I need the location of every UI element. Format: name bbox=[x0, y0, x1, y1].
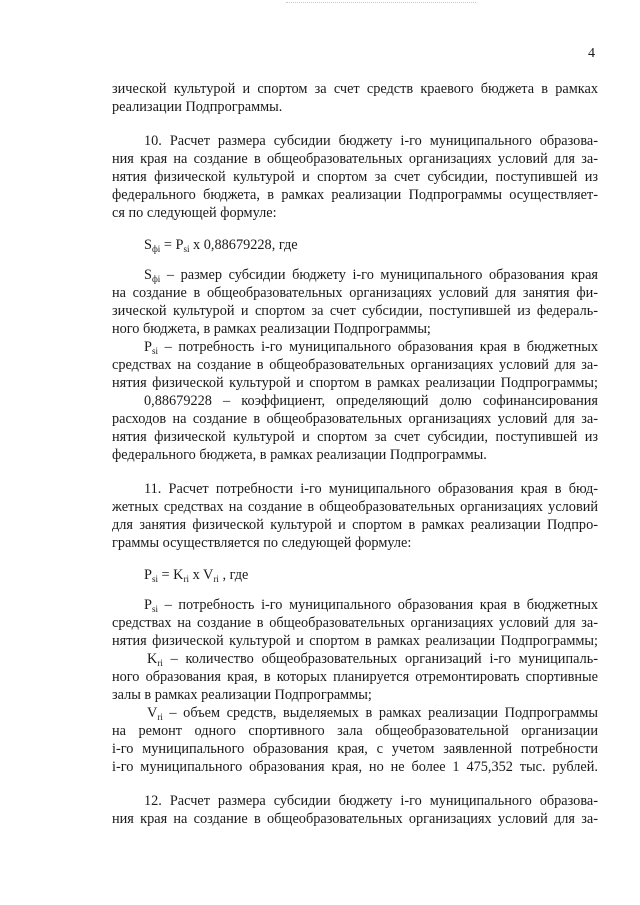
text-line: ния края на создание в общеобразовательных организациях условий для за- bbox=[112, 811, 598, 827]
text-line: ния края на создание в общеобразовательных организациях условий для за- bbox=[112, 151, 598, 167]
text-line: $P_{si}$ – потребность i-го муниципального образования края в бюджетных bbox=[144, 597, 598, 614]
text-line: нятия физической культурой и спортом за счет субсидии, поступившей из bbox=[112, 429, 598, 445]
text-line: жетных средствах на создание в общеобразовательных организациях условий bbox=[112, 499, 598, 515]
text-line: $V_{ri}$ – объем средств, выделяемых в рамках реализации Подпрограммы bbox=[147, 705, 598, 722]
text-line: граммы осуществляется по следующей формуле: bbox=[112, 535, 412, 551]
text-line: i-го муниципального образования края, но не более 1 475,352 тыс. рублей. bbox=[112, 759, 598, 775]
text-line: нятия физической культурой и спортом в рамках реализации Подпрограммы; bbox=[112, 633, 598, 649]
text-line: $P_{si}$ – потребность i-го муниципального образования края в бюджетных bbox=[144, 339, 598, 356]
text-line: федерального бюджета, в рамках реализации Подпрограммы осуществляет- bbox=[112, 187, 598, 203]
text-line: средствах на создание в общеобразовательных организациях условий для за- bbox=[112, 357, 598, 373]
scan-header-mark bbox=[286, 2, 476, 10]
text-line: на ремонт одного спортивного зала общеобразовательной организации bbox=[112, 723, 598, 739]
text-line: 12. Расчет размера субсидии бюджету i-го муниципального образова- bbox=[144, 793, 598, 809]
page-number: 4 bbox=[588, 46, 595, 61]
text-line: 0,88679228 – коэффициент, определяющий долю софинансирования bbox=[144, 393, 598, 409]
text-line: $S_{фi} = P_{si}$ x 0,88679228, где bbox=[144, 237, 298, 254]
text-line: средствах на создание в общеобразовательных организациях условий для за- bbox=[112, 615, 598, 631]
text-line: 10. Расчет размера субсидии бюджету i-го муниципального образова- bbox=[144, 133, 598, 149]
text-line: реализации Подпрограммы. bbox=[112, 99, 283, 115]
text-line: нятия физической культурой и спортом в рамках реализации Подпрограммы; bbox=[112, 375, 598, 391]
text-line: зической культурой и спортом за счет субсидии, поступившей из федераль- bbox=[112, 303, 598, 319]
text-line: на создание в общеобразовательных организациях условий для занятия фи- bbox=[112, 285, 598, 301]
text-line: ся по следующей формуле: bbox=[112, 205, 277, 221]
text-line: $K_{ri}$ – количество общеобразовательных организаций i-го муниципаль- bbox=[147, 651, 598, 668]
text-line: для занятия физической культурой и спортом в рамках реализации Подпро- bbox=[112, 517, 598, 533]
text-line: расходов на создание в общеобразовательных организациях условий для за- bbox=[112, 411, 598, 427]
text-line: залы в рамках реализации Подпрограммы; bbox=[112, 687, 372, 703]
text-line: $S_{фi}$ – размер субсидии бюджету i-го муниципального образования края bbox=[144, 267, 598, 284]
text-line: нятия физической культурой и спортом за счет субсидии, поступившей из bbox=[112, 169, 598, 185]
text-line: ного бюджета, в рамках реализации Подпрограммы; bbox=[112, 321, 431, 337]
text-line: i-го муниципального образования края, с учетом заявленной потребности bbox=[112, 741, 598, 757]
text-line: федерального бюджета, в рамках реализации Подпрограммы. bbox=[112, 447, 487, 463]
text-line: ного образования края, в которых планируется отремонтировать спортивные bbox=[112, 669, 598, 685]
text-line: $P_{si} = K_{ri}$ x $V_{ri}$ , где bbox=[144, 567, 249, 584]
text-line: зической культурой и спортом за счет средств краевого бюджета в рамках bbox=[112, 81, 598, 97]
text-line: 11. Расчет потребности i-го муниципального образования края в бюд- bbox=[144, 481, 598, 497]
